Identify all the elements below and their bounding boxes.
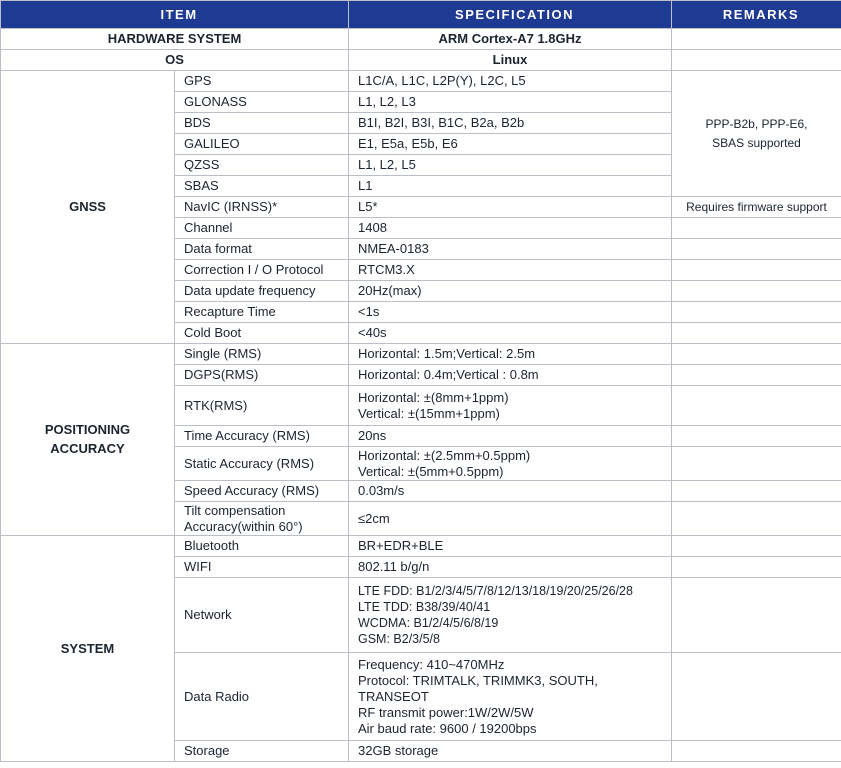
row-value: E1, E5a, E5b, E6 <box>349 134 672 155</box>
group-label-line: POSITIONING <box>44 422 131 437</box>
row-remark <box>672 218 841 239</box>
group-positioning-accuracy <box>1 344 175 536</box>
row-name: Channel <box>175 218 349 239</box>
row-value: Horizontal: 1.5m;Vertical: 2.5m <box>349 344 672 365</box>
row-value <box>349 447 672 481</box>
row-name: Data format <box>175 239 349 260</box>
header-item: ITEM <box>1 1 349 29</box>
hardware-value: ARM Cortex-A7 1.8GHz <box>349 29 672 50</box>
row-name <box>175 502 349 536</box>
row-remark <box>672 323 841 344</box>
row-value: RTCM3.X <box>349 260 672 281</box>
value-line: TRANSEOT <box>358 688 429 704</box>
row-value <box>349 653 672 741</box>
row-remark <box>672 260 841 281</box>
row-value: 0.03m/s <box>349 481 672 502</box>
row-remark <box>672 741 841 762</box>
hardware-remark <box>672 29 841 50</box>
row-value: L1 <box>349 176 672 197</box>
row-name: Bluetooth <box>175 536 349 557</box>
header-specification: SPECIFICATION <box>349 1 672 29</box>
row-value <box>349 578 672 653</box>
value-line: Horizontal: ±(8mm+1ppm) <box>358 389 509 405</box>
table-header-row <box>1 1 841 29</box>
table-row-os <box>1 50 841 71</box>
row-remark <box>672 557 841 578</box>
row-name: RTK(RMS) <box>175 386 349 426</box>
table-row <box>1 71 841 92</box>
value-line: Vertical: ±(15mm+1ppm) <box>358 405 500 421</box>
row-name: WIFI <box>175 557 349 578</box>
row-name: Network <box>175 578 349 653</box>
value-line: LTE FDD: B1/2/3/4/5/7/8/12/13/18/19/20/25/26/28 <box>358 584 633 598</box>
row-name: Single (RMS) <box>175 344 349 365</box>
os-value: Linux <box>349 50 672 71</box>
row-name: Data update frequency <box>175 281 349 302</box>
row-remark <box>672 426 841 447</box>
table-row-hardware <box>1 29 841 50</box>
value-line: Horizontal: ±(2.5mm+0.5ppm) <box>358 447 531 463</box>
row-name: Correction I / O Protocol <box>175 260 349 281</box>
value-line: Vertical: ±(5mm+0.5ppm) <box>358 463 504 479</box>
row-name: NavIC (IRNSS)* <box>175 197 349 218</box>
row-value: 1408 <box>349 218 672 239</box>
row-value: <1s <box>349 302 672 323</box>
row-name: Storage <box>175 741 349 762</box>
row-remark <box>672 239 841 260</box>
row-value: 802.11 b/g/n <box>349 557 672 578</box>
value-line: Protocol: TRIMTALK, TRIMMK3, SOUTH, <box>358 672 598 688</box>
row-value: ≤2cm <box>349 502 672 536</box>
row-value: L1C/A, L1C, L2P(Y), L2C, L5 <box>349 71 672 92</box>
row-name: GLONASS <box>175 92 349 113</box>
row-name: SBAS <box>175 176 349 197</box>
row-name: Time Accuracy (RMS) <box>175 426 349 447</box>
hardware-label: HARDWARE SYSTEM <box>1 29 349 50</box>
row-remark <box>672 447 841 481</box>
row-value: L5* <box>349 197 672 218</box>
row-value: L1, L2, L5 <box>349 155 672 176</box>
name-line: Tilt compensation <box>184 502 286 518</box>
value-line: WCDMA: B1/2/4/5/6/8/19 <box>358 616 499 630</box>
row-remark <box>672 502 841 536</box>
row-value: B1I, B2I, B3I, B1C, B2a, B2b <box>349 113 672 134</box>
table-row <box>1 344 841 365</box>
row-remark <box>672 386 841 426</box>
row-remark <box>672 344 841 365</box>
remark-line: PPP-B2b, PPP-E6, <box>705 117 808 131</box>
row-name: GPS <box>175 71 349 92</box>
row-name: QZSS <box>175 155 349 176</box>
row-name: Recapture Time <box>175 302 349 323</box>
row-name: Speed Accuracy (RMS) <box>175 481 349 502</box>
table-row <box>1 536 841 557</box>
row-value: 20Hz(max) <box>349 281 672 302</box>
row-remark <box>672 302 841 323</box>
row-value: BR+EDR+BLE <box>349 536 672 557</box>
value-line: Air baud rate: 9600 / 19200bps <box>358 720 537 736</box>
os-remark <box>672 50 841 71</box>
value-line: RF transmit power:1W/2W/5W <box>358 704 534 720</box>
group-label-line: ACCURACY <box>50 441 125 456</box>
value-line: LTE TDD: B38/39/40/41 <box>358 600 491 614</box>
row-name: BDS <box>175 113 349 134</box>
row-name: GALILEO <box>175 134 349 155</box>
row-name: Static Accuracy (RMS) <box>175 447 349 481</box>
row-name: Data Radio <box>175 653 349 741</box>
row-remark <box>672 281 841 302</box>
group-gnss: GNSS <box>1 71 175 344</box>
header-remarks: REMARKS <box>672 1 841 29</box>
row-value: NMEA-0183 <box>349 239 672 260</box>
group-system: SYSTEM <box>1 536 175 762</box>
row-value <box>349 386 672 426</box>
row-name: DGPS(RMS) <box>175 365 349 386</box>
name-line: Accuracy(within 60°) <box>184 518 303 534</box>
remark-line: SBAS supported <box>712 136 801 150</box>
row-value: 20ns <box>349 426 672 447</box>
row-value: L1, L2, L3 <box>349 92 672 113</box>
row-remark <box>672 365 841 386</box>
row-value: 32GB storage <box>349 741 672 762</box>
row-remark <box>672 481 841 502</box>
row-remark <box>672 536 841 557</box>
remark-ppp-sbas <box>672 71 841 197</box>
os-label: OS <box>1 50 349 71</box>
row-value: Horizontal: 0.4m;Vertical : 0.8m <box>349 365 672 386</box>
value-line: Frequency: 410~470MHz <box>358 656 505 672</box>
row-value: <40s <box>349 323 672 344</box>
row-remark <box>672 578 841 653</box>
row-remark <box>672 653 841 741</box>
remark-navic: Requires firmware support <box>672 197 841 218</box>
row-name: Cold Boot <box>175 323 349 344</box>
value-line: GSM: B2/3/5/8 <box>358 632 440 646</box>
